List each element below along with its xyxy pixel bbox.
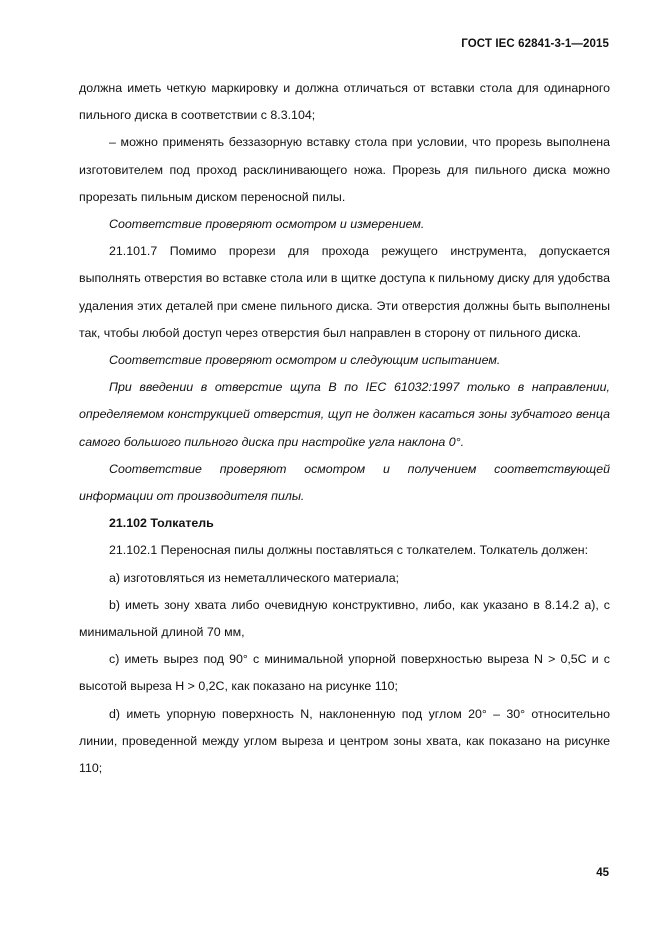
list-item: b) иметь зону хвата либо очевидную конструктивно, либо, как указано в 8.14.2 a), с минимальной длиной 70 мм, <box>79 597 610 640</box>
paragraph: – можно применять беззазорную вставку стола при условии, что прорезь выполнена изготовителем под проход расклинивающего ножа. Прорезь для пильного диска можно прорезать пильным диском переносной пилы. <box>79 135 610 204</box>
paragraph: Соответствие проверяют осмотром и получением соответствующей информации от производителя пилы. <box>79 461 610 504</box>
paragraph: 21.102.1 Переносная пилы должны поставляться с толкателем. Толкатель должен: <box>109 543 589 558</box>
document-body <box>79 75 610 782</box>
paragraph: Соответствие проверяют осмотром и измерением. <box>109 217 425 232</box>
paragraph: должна иметь четкую маркировку и должна отличаться от вставки стола для одинарного пильного диска в соответствии с 8.3.104; <box>79 81 610 123</box>
document-header: ГОСТ IEC 62841-3-1—2015 <box>461 38 609 50</box>
list-item: a) изготовляться из неметаллического материала; <box>109 570 400 585</box>
paragraph: 21.101.7 Помимо прорези для прохода режущего инструмента, допускается выполнять отверстия во вставке стола или в щитке доступа к пильному диску для удобства удаления этих деталей при смене пильного диска. Эти отверстия должны быть выполнены так, чтобы любой доступ через отверстия был направлен в сторону от пильного диска. <box>79 244 610 340</box>
section-heading: 21.102 Толкатель <box>109 516 214 531</box>
page-number: 45 <box>596 867 609 879</box>
paragraph: При введении в отверстие щупа В по IEC 61032:1997 только в направлении, определяемом конструкцией отверстия, щуп не должен касаться зоны зубчатого венца самого большого пильного диска при настройке угла наклона 0°. <box>79 380 610 449</box>
list-item: d) иметь упорную поверхность N, наклоненную под углом 20° – 30° относительно линии, проведенной между углом выреза и центром зоны хвата, как показано на рисунке 110; <box>79 706 610 776</box>
list-item: c) иметь вырез под 90° с минимальной упорной поверхностью выреза N > 0,5C и с высотой выреза H > 0,2C, как показано на рисунке 110; <box>79 652 610 694</box>
paragraph: Соответствие проверяют осмотром и следующим испытанием. <box>109 353 501 368</box>
